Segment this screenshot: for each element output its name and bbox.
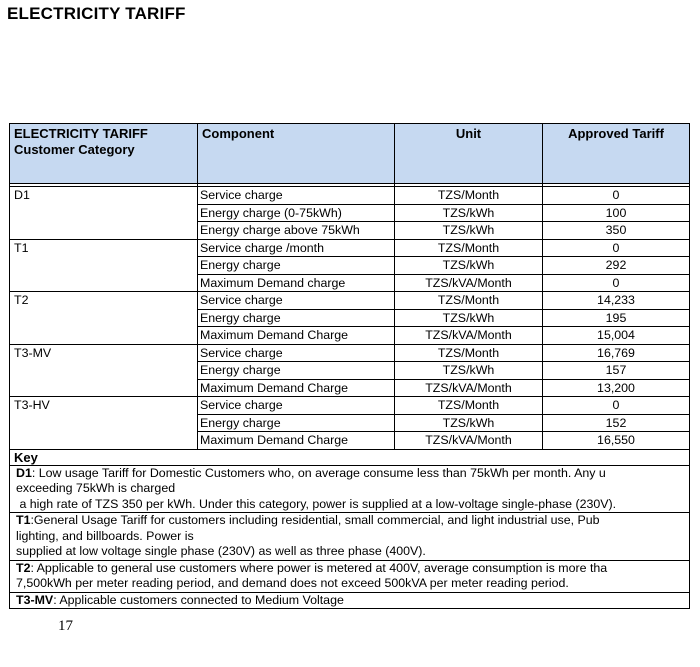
unit-value: TZS/Month [395, 345, 542, 363]
key-label: T2 [16, 560, 31, 575]
header-customer-category [10, 124, 198, 184]
tariff-value: 0 [543, 187, 689, 205]
tariff-value: 292 [543, 257, 689, 275]
tariff-cell [543, 292, 690, 345]
tariff-row-t2 [10, 292, 690, 345]
header-component: Component [198, 124, 395, 184]
unit-cell [395, 344, 543, 397]
tariff-cell [543, 397, 690, 450]
component-cell [198, 292, 395, 345]
key-entry-t1 [10, 513, 690, 561]
tariff-value: 16,550 [597, 433, 635, 447]
component-value: Service charge /month [198, 240, 394, 258]
tariff-body [10, 184, 690, 450]
customer-category: D1 [10, 187, 198, 240]
unit-cell [395, 292, 543, 345]
unit-value: TZS/kWh [395, 362, 542, 380]
page-title: ELECTRICITY TARIFF [7, 4, 186, 23]
key-title-row [10, 449, 690, 465]
key-label: D1 [16, 465, 32, 480]
header-category-line1: ELECTRICITY TARIFF [14, 126, 148, 141]
table-header-row [10, 124, 690, 184]
key-line [16, 466, 683, 482]
unit-value: TZS/kVA/Month [425, 380, 512, 395]
key-line [16, 561, 683, 577]
tariff-value: 0 [612, 275, 620, 290]
unit-value: TZS/Month [395, 397, 542, 415]
unit-value: TZS/Month [395, 187, 542, 205]
key-line [16, 497, 683, 513]
key-label: T1 [16, 513, 31, 527]
component-value: Maximum Demand charge [200, 275, 346, 290]
component-value: Energy charge [198, 310, 394, 328]
tariff-value: 0 [543, 397, 689, 415]
unit-cell [395, 239, 543, 292]
customer-category: T3-MV [10, 344, 198, 397]
key-description: a high rate of TZS 350 per kWh. Under this category, power is supplied at a low-voltage single-phase (230V). [16, 496, 617, 511]
key-entry-t3-mv [10, 592, 690, 609]
component-value: Energy charge [198, 362, 394, 380]
key-line [16, 529, 683, 545]
component-cell [198, 187, 395, 240]
key-entry-text [10, 592, 690, 609]
unit-value: TZS/kVA/Month [425, 433, 512, 447]
tariff-value: 15,004 [597, 328, 635, 342]
component-value: Energy charge [198, 257, 394, 275]
unit-value: TZS/kWh [395, 415, 542, 433]
unit-value: TZS/kVA/Month [425, 328, 512, 342]
component-cell [198, 397, 395, 450]
tariff-value: 16,769 [543, 345, 689, 363]
unit-value: TZS/kWh [442, 223, 495, 237]
tariff-value: 14,233 [543, 292, 689, 310]
key-line [16, 544, 683, 560]
header-unit: Unit [395, 124, 543, 184]
unit-value: TZS/Month [395, 292, 542, 310]
key-entry-d1 [10, 465, 690, 513]
unit-value: TZS/kWh [395, 310, 542, 328]
tariff-value: 13,200 [597, 380, 635, 395]
key-description: exceeding 75kWh is charged [16, 481, 176, 495]
customer-category: T3-HV [10, 397, 198, 450]
customer-category: T1 [10, 239, 198, 292]
tariff-row-t3-hv [10, 397, 690, 450]
key-entry-text [10, 513, 690, 561]
component-cell [198, 239, 395, 292]
tariff-value: 157 [543, 362, 689, 380]
unit-value: TZS/Month [395, 240, 542, 258]
unit-cell [395, 187, 543, 240]
tariff-cell [543, 187, 690, 240]
key-line [16, 576, 683, 592]
component-value: Service charge [198, 292, 394, 310]
tariff-value: 195 [543, 310, 689, 328]
key-line [16, 593, 683, 609]
key-label: T3-MV [16, 592, 54, 607]
key-entry-text [10, 560, 690, 592]
tariff-value: 0 [543, 240, 689, 258]
unit-value: TZS/kWh [395, 205, 542, 223]
tariff-row-d1 [10, 187, 690, 240]
key-line [16, 481, 683, 497]
key-description: :General Usage Tariff for customers including residential, small commercial, and light industrial use, Pub [30, 513, 600, 527]
key-description: : Low usage Tariff for Domestic Customers who, on average consume less than 75kWh per month. Any u [31, 465, 606, 480]
tariff-cell [543, 239, 690, 292]
key-line [16, 513, 683, 529]
key-entry-t2 [10, 560, 690, 592]
component-value: Maximum Demand Charge [200, 328, 349, 342]
header-approved-tariff: Approved Tariff [543, 124, 690, 184]
tariff-table [9, 123, 690, 609]
key-description: lighting, and billboards. Power is [16, 528, 194, 543]
key-entry-text [10, 465, 690, 513]
key-description: 7,500kWh per meter reading period, and demand does not exceed 500kVA per meter reading period. [16, 576, 569, 590]
component-value: Maximum Demand Charge [200, 433, 349, 447]
tariff-cell [543, 344, 690, 397]
key-description: : Applicable to general use customers where power is metered at 400V, average consumption is more tha [30, 560, 608, 575]
page-number: 17 [58, 618, 73, 634]
key-section [10, 449, 690, 609]
tariff-value: 350 [605, 223, 627, 237]
key-description: supplied at low voltage single phase (230V) as well as three phase (400V). [16, 544, 426, 558]
key-title: Key [10, 449, 690, 465]
unit-cell [395, 397, 543, 450]
tariff-row-t1 [10, 239, 690, 292]
unit-value: TZS/kVA/Month [425, 275, 512, 290]
tariff-row-t3-mv [10, 344, 690, 397]
component-value: Energy charge (0-75kWh) [198, 205, 394, 223]
customer-category: T2 [10, 292, 198, 345]
component-value: Service charge [198, 187, 394, 205]
component-value: Service charge [198, 345, 394, 363]
tariff-value: 100 [543, 205, 689, 223]
header-category-line2: Customer Category [14, 142, 135, 157]
unit-value: TZS/kWh [395, 257, 542, 275]
tariff-value: 152 [543, 415, 689, 433]
component-value: Energy charge above 75kWh [200, 223, 360, 237]
component-value: Energy charge [198, 415, 394, 433]
component-cell [198, 344, 395, 397]
component-value: Service charge [198, 397, 394, 415]
component-value: Maximum Demand Charge [200, 380, 349, 395]
key-description: : Applicable customers connected to Medium Voltage [53, 592, 344, 607]
